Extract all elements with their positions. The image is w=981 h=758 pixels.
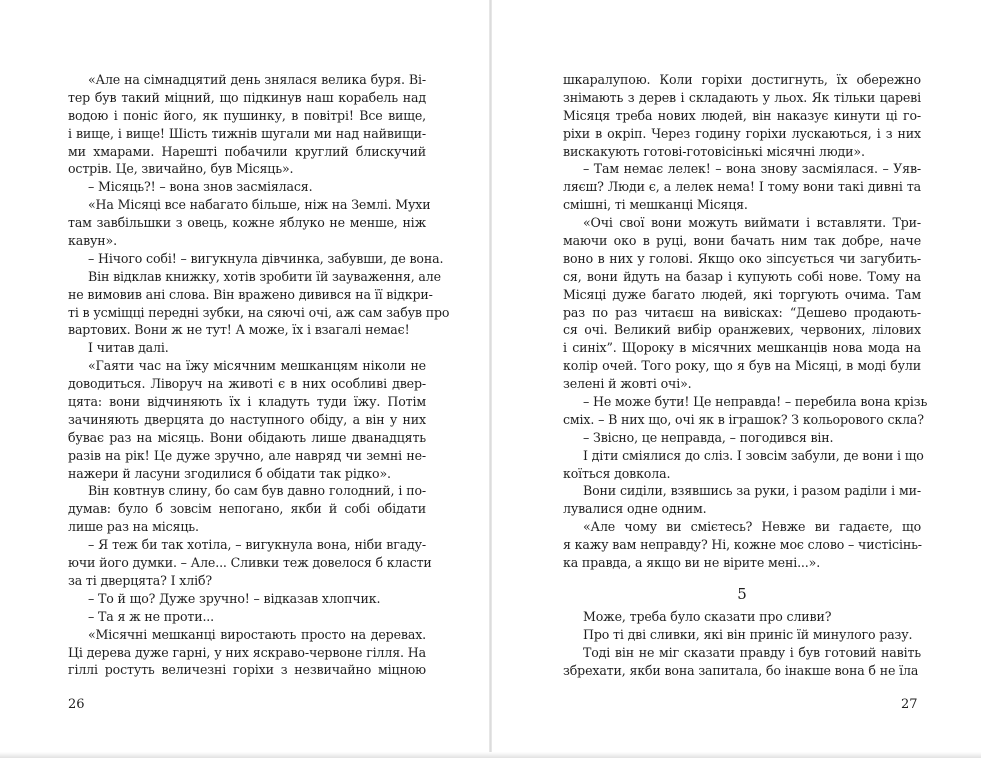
- text-line: лувалися одне одним.: [563, 501, 707, 517]
- text-line: гіллі ростуть величезні горіхи з незвичайно міцною: [68, 662, 426, 678]
- text-line: буває раз на місяць. Вони обідають лише дванадцять: [68, 429, 426, 445]
- text-line: Ці дерева дуже гарні, у них яскраво-червоне гілля. На: [68, 644, 426, 660]
- text-line: – Не може бути! Це неправда! – перебила вона крізь: [583, 394, 928, 410]
- text-line: ляєш? Люди є, а лелек нема! І тому вони такі дивні та: [563, 179, 921, 195]
- text-line: – Та я ж не проти...: [88, 608, 215, 624]
- text-line: Місяця треба нових людей, він наказує кинути ці го-: [563, 107, 921, 123]
- text-line: І діти сміялися до сліз. І зовсім забули, де вони і що: [583, 447, 924, 463]
- text-line: ті в усміщці передні зубки, на сяючі очі, аж сам забув про: [68, 304, 450, 320]
- text-line: шкаралупою. Коли горіхи достигнуть, їх обережно: [563, 72, 921, 87]
- text-line: – Там немає лелек! – вона знову засміялася. – Уяв-: [583, 161, 921, 177]
- right-page-number: 27: [901, 697, 918, 712]
- bottom-edge: [0, 752, 981, 758]
- text-line: коїться довкола.: [563, 465, 671, 481]
- text-line: тер був такий міцний, що підкинув наш корабель над: [68, 89, 426, 105]
- text-line: зелені й жовті очі».: [563, 376, 692, 392]
- text-line: «Але чому ви смієтесь? Невже ви гадаєте, що: [583, 519, 921, 535]
- text-line: – Місяць?! – вона знов засміялася.: [88, 179, 313, 195]
- text-line: колір очей. Того року, що я був на Місяці, в моді були: [563, 358, 921, 374]
- text-line: воно в них у голові. Якщо око зіпсується чи загубить-: [563, 250, 921, 266]
- text-line: я кажу вам неправду? Ні, кожне моє слово – чистісінь-: [563, 537, 922, 553]
- text-line: Місяці дуже багато людей, які торгують очима. Там: [563, 286, 921, 302]
- text-line: раз по раз читаєш на вивісках: “Дешево продають-: [563, 304, 921, 320]
- text-line: Про ті дві сливки, які він приніс їй минулого разу.: [583, 626, 913, 642]
- text-line: «Очі свої вони можуть виймати і вставляти. Три-: [583, 215, 921, 231]
- chapter-heading: 5: [737, 584, 747, 603]
- text-line: – То й що? Дуже зручно! – відказав хлопчик.: [88, 590, 381, 606]
- text-line: водою і поніс його, як пушинку, в повітрі! Все вище,: [68, 107, 426, 123]
- left-page: [68, 71, 450, 679]
- text-line: «Місячні мешканці виростають просто на деревах.: [88, 626, 426, 642]
- text-line: Він відклав книжку, хотів зробити їй зауваження, але: [88, 268, 441, 284]
- text-line: Він ковтнув слину, бо сам був давно голодний, і по-: [88, 483, 426, 499]
- right-page: [563, 71, 928, 680]
- text-line: ся, вони йдуть на базар і купують собі нове. Тому на: [563, 268, 921, 284]
- text-line: і синіх”. Щороку в місячних мешканців нова мода на: [563, 340, 921, 356]
- text-line: – Нічого собі! – вигукнула дівчинка, забувши, де вона.: [88, 250, 444, 266]
- text-line: маючи око в руці, вони бачать ним так добре, наче: [563, 233, 921, 249]
- text-line: разів на рік! Це дуже зручно, але навряд чи земні не-: [68, 447, 426, 463]
- text-line: ючи його думки. – Але... Сливки теж довелося б класти: [68, 555, 432, 571]
- text-line: «Гаяти час на їжу місячним мешканцям ніколи не: [88, 358, 426, 374]
- text-line: за ті дверцята? І хліб?: [68, 572, 213, 588]
- text-line: кавун».: [68, 233, 117, 249]
- text-line: вискакують готові-готовісінькі місячні люди».: [563, 143, 865, 159]
- left-page-number: 26: [68, 697, 85, 712]
- text-line: знімають з дерев і складають у льох. Як тільки цареві: [563, 89, 921, 105]
- text-line: доводиться. Ліворуч на животі є в них особливі двер-: [68, 376, 426, 392]
- text-line: «Але на сімнадцятий день знялася велика буря. Ві-: [88, 72, 426, 87]
- text-line: лише раз на місяць.: [68, 519, 199, 535]
- text-line: ріхи в окріп. Через годину горіхи лускаються, і з них: [563, 125, 921, 141]
- text-line: І читав далі.: [88, 340, 169, 356]
- text-line: вартових. Вони ж не тут! А може, їх і взагалі немає!: [68, 322, 410, 338]
- text-line: цята: вони відчиняють їх і кладуть туди їжу. Потім: [68, 394, 426, 410]
- text-line: ся очі. Великий вибір оранжевих, червоних, лілових: [563, 322, 921, 338]
- text-line: не вимовив ані слова. Він вражено дивився на її відкри-: [68, 286, 433, 302]
- text-line: «На Місяці все набагато більше, ніж на Землі. Мухи: [88, 197, 431, 213]
- text-line: Може, треба було сказати про сливи?: [583, 608, 832, 624]
- book-gutter: [489, 0, 492, 758]
- text-line: Вони сиділи, взявшись за руки, і разом раділи і ми-: [583, 483, 921, 499]
- text-line: сміх. – В них що, очі як в іграшок? З кольорового скла?: [563, 411, 924, 427]
- text-line: – Я теж би так хотіла, – вигукнула вона, ніби вгаду-: [88, 537, 426, 553]
- text-line: ка правда, а якщо ви не вірите мені...».: [563, 555, 821, 571]
- text-line: нажери й ласуни згодилися б обідати так рідко».: [68, 465, 391, 481]
- text-line: збрехати, якби вона запитала, бо інакше вона б не їла: [563, 662, 919, 678]
- text-line: острів. Це, звичайно, був Місяць».: [68, 161, 294, 177]
- text-line: думав: було б зовсім непогано, якби й собі обідати: [68, 501, 426, 517]
- text-line: і вище, і вище! Шість тижнів шугали ми над найвищи-: [68, 125, 426, 141]
- text-line: там завбільшки з овець, кожне яблуко не менше, ніж: [68, 215, 426, 231]
- text-line: зачиняють дверцята до наступного обіду, а він у них: [68, 411, 426, 427]
- text-line: Тоді він не міг сказати правду і був готовий навіть: [583, 644, 921, 660]
- text-line: ми хмарами. Нарешті побачили круглий блискучий: [68, 143, 426, 159]
- text-line: смішні, ті мешканці Місяця.: [563, 197, 748, 213]
- text-line: – Звісно, це неправда, – погодився він.: [583, 429, 834, 445]
